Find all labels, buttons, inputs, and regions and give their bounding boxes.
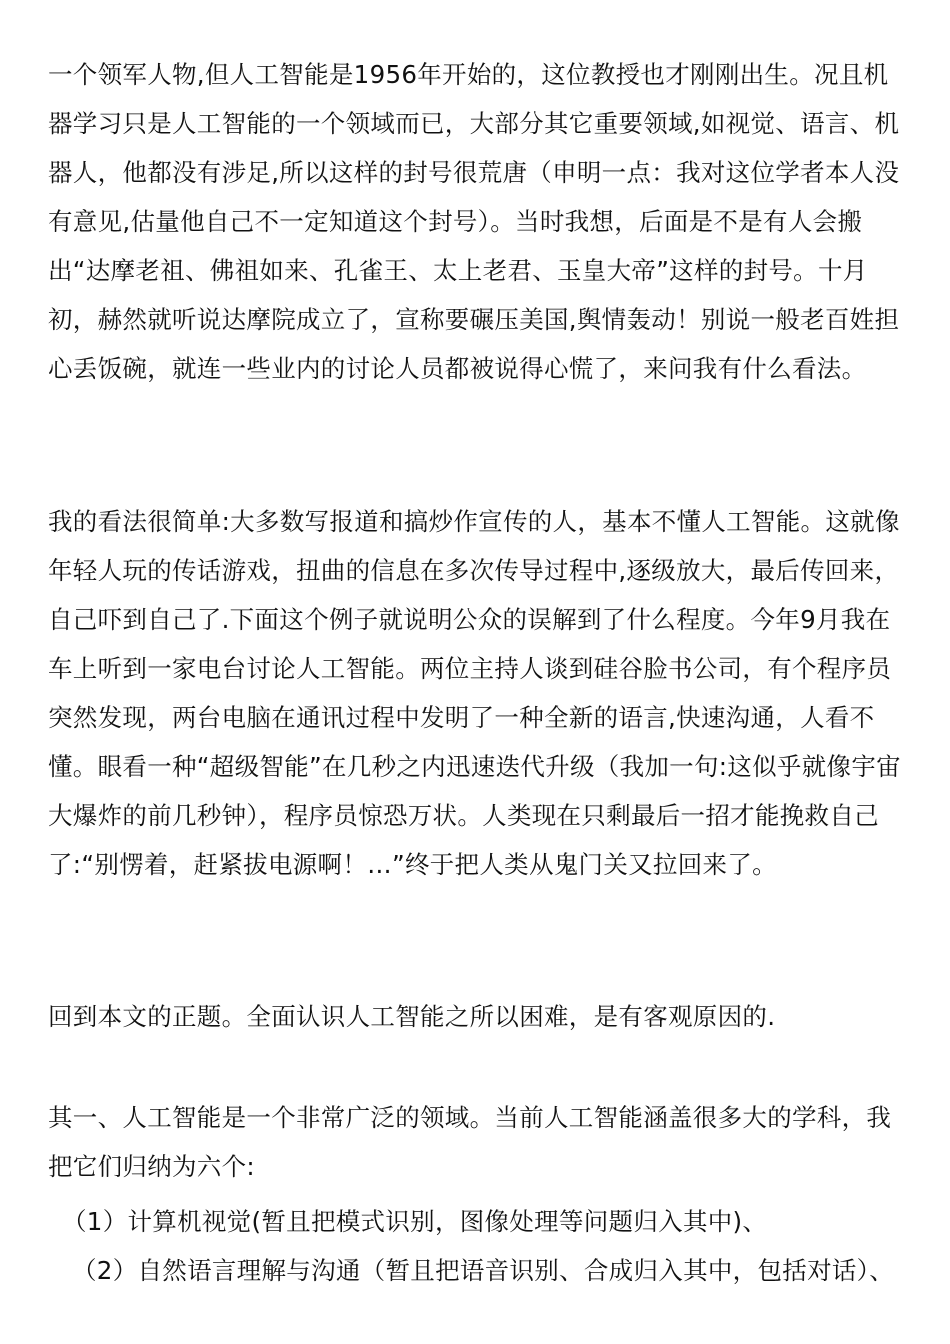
- list-item-computer-vision: （1）计算机视觉(暂且把模式识别，图像处理等问题归入其中)、: [62, 1207, 768, 1236]
- list-item-natural-language: （2）自然语言理解与沟通（暂且把语音识别、合成归入其中，包括对话）、: [72, 1256, 895, 1285]
- paragraph-ai-hype: 一个领军人物,但人工智能是1956年开始的，这位教授也才刚刚出生。况且机器学习只是人工智能的一个领域而已，大部分其它重要领域,如视觉、语言、机器人，他都没有涉足,所以这样的封号很荒唐（申明一点：我对这位学者本人没有意见,估量他自己不一定知道这个封号）。当时我想，后面是不是有人会搬出“达摩老祖、佛祖如来、孔雀王、太上老君、玉皇大帝”这样的封号。十月初，赫然就听说达摩院成立了，宣称要碾压美国,舆情轰动！别说一般老百姓担心丢饭碗，就连一些业内的讨论人员都被说得心慌了，来问我有什么看法。: [48, 60, 900, 383]
- paragraph-reason-one: 其一、人工智能是一个非常广泛的领域。当前人工智能涵盖很多大的学科，我把它们归纳为六个:: [48, 1103, 892, 1181]
- paragraph-back-to-topic: 回到本文的正题。全面认识人工智能之所以困难，是有客观原因的.: [48, 1002, 776, 1031]
- paragraph-my-view: 我的看法很简单:大多数写报道和搞炒作宣传的人，基本不懂人工智能。这就像年轻人玩的传话游戏，扭曲的信息在多次传导过程中,逐级放大，最后传回来，自己吓到自己了.下面这个例子就说明公众的误解到了什么程度。今年9月我在车上听到一家电台讨论人工智能。两位主持人谈到硅谷脸书公司，有个程序员突然发现，两台电脑在通讯过程中发明了一种全新的语言,快速沟通，人看不懂。眼看一种“超级智能”在几秒之内迅速迭代升级（我加一句:这似乎就像宇宙大爆炸的前几秒钟），程序员惊恐万状。人类现在只剩最后一招才能挽救自己了:“别愣着，赶紧拔电源啊！…”终于把人类从鬼门关又拉回来了。: [48, 507, 901, 879]
